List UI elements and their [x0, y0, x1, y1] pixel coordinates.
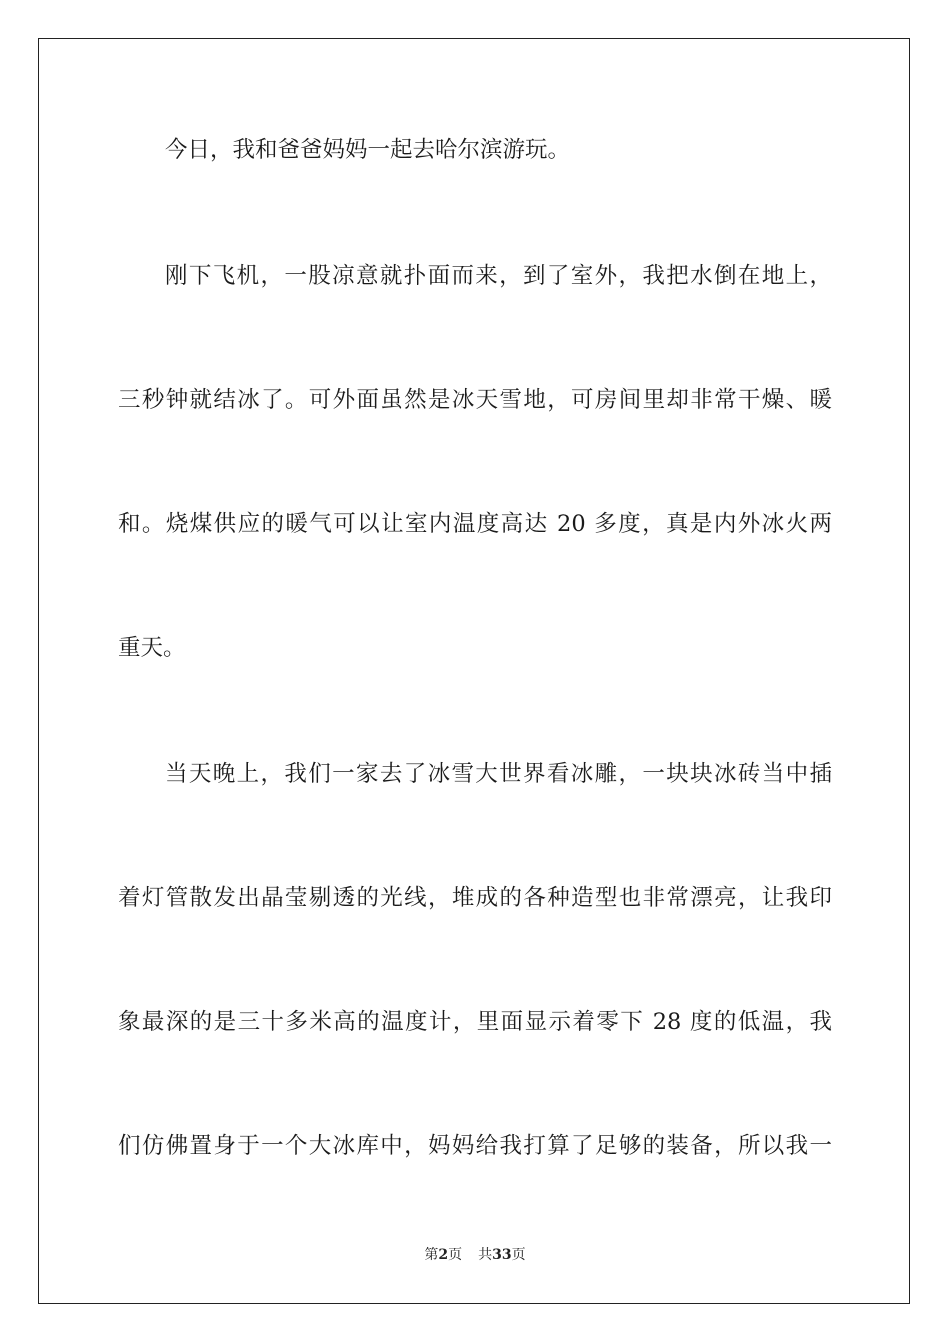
- paragraph-line: 今日，我和爸爸妈妈一起去哈尔滨游玩。: [165, 137, 571, 163]
- page-number: 2: [438, 1247, 449, 1263]
- page-footer: [0, 1246, 950, 1264]
- paragraph-line: 刚下飞机，一股凉意就扑面而来，到了室外，我把水倒在地上，: [165, 263, 832, 289]
- page-label-suffix: 页: [448, 1247, 463, 1263]
- total-label-prefix: 共: [478, 1247, 493, 1263]
- total-pages: 33: [492, 1247, 512, 1263]
- page-border: [38, 38, 910, 1304]
- page-label-prefix: 第: [424, 1247, 439, 1263]
- paragraph-line: 重天。: [118, 635, 186, 661]
- paragraph-line: 象最深的是三十多米高的温度计，里面显示着零下 28 度的低温，我: [118, 1009, 832, 1035]
- paragraph-line: 和。烧煤供应的暖气可以让室内温度高达 20 多度，真是内外冰火两: [118, 511, 832, 537]
- paragraph-line: 着灯管散发出晶莹剔透的光线，堆成的各种造型也非常漂亮，让我印: [118, 885, 832, 911]
- paragraph-line: 三秒钟就结冰了。可外面虽然是冰天雪地，可房间里却非常干燥、暖: [118, 387, 832, 413]
- paragraph-line: 们仿佛置身于一个大冰库中，妈妈给我打算了足够的装备，所以我一: [118, 1133, 832, 1159]
- paragraph-line: 当天晚上，我们一家去了冰雪大世界看冰雕，一块块冰砖当中插: [165, 761, 832, 787]
- total-label-suffix: 页: [511, 1247, 526, 1263]
